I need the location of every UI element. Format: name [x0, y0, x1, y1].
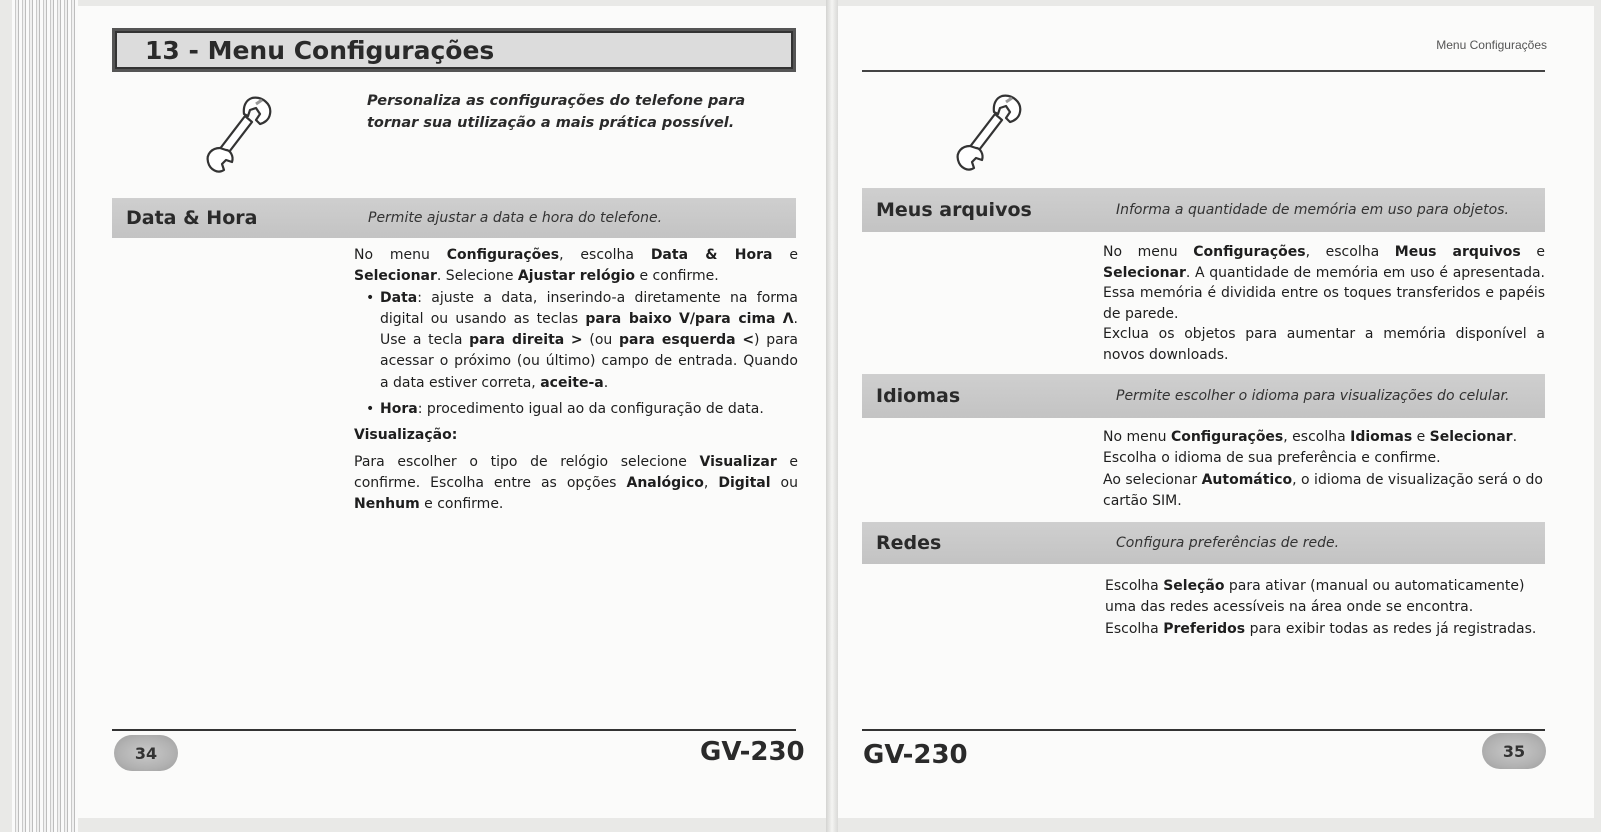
redes-instructions	[1105, 576, 1547, 640]
subheading: Visualização:	[354, 427, 458, 444]
paragraph: Exclua os objetos para aumentar a memória disponível a novos downloads.	[1103, 326, 1545, 363]
paragraph: Escolha Preferidos para exibir todas as redes já registradas.	[1105, 620, 1537, 637]
paragraph: Escolha Seleção para ativar (manual ou automaticamente) uma das redes acessíveis na área onde se encontra.	[1105, 578, 1525, 616]
model-name: GV-230	[863, 740, 968, 770]
wrench-icon	[950, 90, 1026, 180]
footer-rule	[112, 729, 796, 731]
page-number: 34	[114, 735, 178, 771]
section-title: Idiomas	[876, 385, 961, 407]
paragraph: No menu Configurações, escolha Meus arquivos e Selecionar. A quantidade de memória em uso é apresentada. Essa memória é dividida entre os toques transferidos e papéis de parede.	[1103, 244, 1545, 322]
intro-text: Personaliza as configurações do telefone para tornar sua utilização a mais prática possível.	[367, 93, 746, 131]
header-rule	[862, 70, 1545, 72]
section-description: Informa a quantidade de memória em uso para objetos.	[1116, 202, 1509, 218]
chapter-title-bar	[112, 28, 796, 72]
running-header: Menu Configurações	[1436, 38, 1547, 52]
section-bar-idiomas	[862, 374, 1545, 418]
section-bar-data-hora	[112, 198, 796, 238]
arrow-left-icon: <	[742, 332, 755, 349]
paragraph: No menu Configurações, escolha Idiomas e Selecionar.	[1103, 429, 1518, 445]
section-description: Permite ajustar a data e hora do telefone.	[368, 210, 663, 226]
section-bar-redes	[862, 522, 1545, 564]
data-hora-instructions	[354, 245, 798, 516]
arrow-right-icon: >	[570, 332, 583, 349]
page-fold	[826, 0, 838, 832]
list-item: • Hora: procedimento igual ao da configuração de data.	[354, 399, 798, 420]
meus-arquivos-instructions	[1103, 242, 1545, 366]
paragraph: No menu Configurações, escolha Data & Hora e Selecionar. Selecione Ajustar relógio e confirme.	[354, 247, 798, 285]
section-description: Permite escolher o idioma para visualizações do celular.	[1116, 388, 1510, 404]
chapter-title: 13 - Menu Configurações	[115, 31, 793, 69]
book-spine	[12, 0, 78, 832]
wrench-icon	[200, 92, 276, 182]
footer-rule	[862, 729, 1545, 731]
section-title: Data & Hora	[126, 207, 258, 229]
idiomas-instructions	[1103, 427, 1547, 512]
arrow-down-icon: V	[678, 310, 690, 327]
arrow-up-icon: Λ	[782, 310, 794, 327]
paragraph: Escolha o idioma de sua preferência e confirme.	[1103, 450, 1441, 467]
page-number: 35	[1482, 733, 1546, 769]
section-title: Meus arquivos	[876, 199, 1032, 221]
section-bar-meus-arquivos	[862, 188, 1545, 232]
model-name: GV-230	[700, 737, 805, 767]
paragraph: Para escolher o tipo de relógio selecione Visualizar e confirme. Escolha entre as opções Analógico, Digital ou Nenhum e confirme.	[354, 453, 798, 513]
paragraph: Ao selecionar Automático, o idioma de visualização será o do cartão SIM.	[1103, 471, 1543, 509]
section-description: Configura preferências de rede.	[1116, 535, 1340, 551]
list-item: • Data: ajuste a data, inserindo-a diretamente na forma digital ou usando as teclas para baixo V/para cima Λ. Use a tecla para direita > (ou para esquerda <) para acessar o próximo (ou último) campo de entrada. Quando a data estiver correta, aceite-a.	[354, 288, 798, 394]
section-title: Redes	[876, 532, 942, 554]
